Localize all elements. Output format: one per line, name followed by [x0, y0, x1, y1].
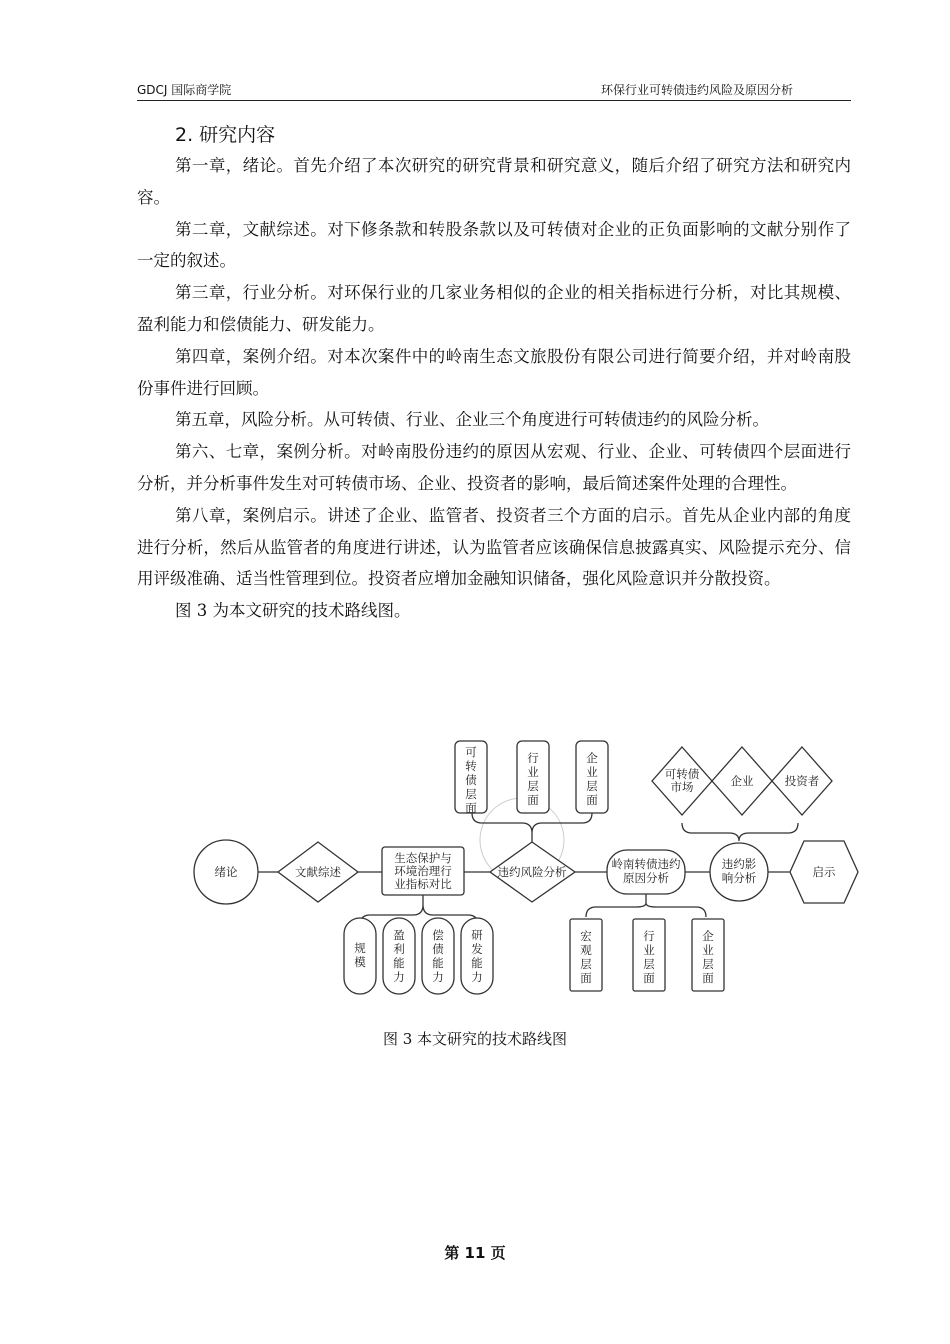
- risk-level-enterprise-char-4: 面: [586, 793, 598, 807]
- impact-targets-brace: [682, 823, 798, 841]
- node-cause-line2: 原因分析: [623, 871, 669, 885]
- risk-levels-brace: [472, 813, 592, 842]
- cause-level-macro-char-1: 宏: [580, 929, 592, 943]
- body-text: [137, 150, 851, 627]
- node-intro-label: 绪论: [214, 865, 238, 879]
- impact-market-line1: 可转债: [664, 767, 700, 781]
- paragraph-chapter-4: 第四章，案例介绍。对本次案件中的岭南生态文旅股份有限公司进行简要介绍，并对岭南股份事件进行回顾。: [137, 346, 851, 398]
- risk-level-enterprise-char-2: 业: [586, 765, 598, 779]
- header-institution: GDCJ 国际商学院: [137, 83, 232, 97]
- section-title: 2. 研究内容: [175, 124, 276, 146]
- metric-profitability-char-3: 能: [393, 956, 405, 970]
- metric-scale-char-1: 规: [354, 941, 366, 955]
- figure-caption: 图 3 本文研究的技术路线图: [382, 1030, 568, 1048]
- metric-scale-char-2: 模: [354, 955, 366, 969]
- node-comparison-line1: 生态保护与: [394, 851, 452, 865]
- metric-solvency-char-3: 能: [432, 956, 444, 970]
- metrics-brace: [360, 895, 478, 925]
- node-comparison-line3: 业指标对比: [394, 877, 452, 891]
- metric-rnd-char-4: 力: [471, 970, 483, 984]
- metric-rnd-char-3: 能: [471, 956, 483, 970]
- paragraph-chapter-8: 第八章，案例启示。讲述了企业、监管者、投资者三个方面的启示。首先从企业内部的角度进行分析，然后从监管者的角度进行讲述，认为监管者应该确保信息披露真实、风险提示充分、信用评级准确、适当性管理到位。投资者应增加金融知识储备，强化风险意识并分散投资。: [137, 505, 851, 589]
- cause-level-industry-char-2: 业: [643, 943, 655, 957]
- risk-level-convertible-char-5: 面: [465, 801, 477, 815]
- metric-rnd-char-1: 研: [471, 928, 483, 942]
- paragraph-figure-intro: 图 3 为本文研究的技术路线图。: [175, 601, 411, 621]
- metric-profitability-char-4: 力: [393, 970, 405, 984]
- metric-profitability-char-2: 利: [393, 942, 405, 956]
- metric-solvency-char-1: 偿: [432, 928, 444, 942]
- node-comparison-line2: 环境治理行: [394, 864, 452, 878]
- metric-solvency-char-2: 债: [432, 942, 444, 956]
- paragraph-chapter-2: 第二章，文献综述。对下修条款和转股条款以及可转债对企业的正负面影响的文献分别作了一定的叙述。: [137, 219, 851, 271]
- cause-level-enterprise-char-1: 企: [702, 929, 714, 943]
- risk-level-industry-char-3: 层: [527, 779, 539, 793]
- cause-level-enterprise-char-4: 面: [702, 971, 714, 985]
- risk-level-convertible-char-4: 层: [465, 787, 477, 801]
- risk-level-industry-char-4: 面: [527, 793, 539, 807]
- cause-level-enterprise-char-3: 层: [702, 957, 714, 971]
- paragraph-chapter-1: 第一章，绪论。首先介绍了本次研究的研究背景和研究意义，随后介绍了研究方法和研究内容。: [137, 156, 851, 207]
- risk-level-enterprise-char-1: 企: [586, 751, 598, 765]
- risk-level-industry-char-2: 业: [527, 765, 539, 779]
- risk-level-convertible-char-3: 债: [465, 773, 477, 787]
- cause-levels-brace: [586, 894, 706, 917]
- cause-level-industry-char-1: 行: [643, 929, 655, 943]
- risk-level-convertible-char-1: 可: [465, 745, 477, 759]
- node-impact-line2: 响分析: [721, 871, 757, 885]
- paragraph-chapter-6-7: 第六、七章，案例分析。对岭南股份违约的原因从宏观、行业、企业、可转债四个层面进行分析，并分析事件发生对可转债市场、企业、投资者的影响，最后简述案件处理的合理性。: [137, 442, 851, 493]
- cause-level-industry-char-3: 层: [643, 957, 655, 971]
- metric-rnd-char-2: 发: [471, 942, 483, 956]
- node-insight-label: 启示: [812, 865, 836, 879]
- metric-profitability-char-1: 盈: [393, 928, 405, 942]
- node-risk-label: 违约风险分析: [497, 865, 567, 879]
- impact-market-line2: 市场: [670, 780, 694, 794]
- risk-level-convertible-char-2: 转: [465, 759, 477, 773]
- header-paper-title: 环保行业可转债违约风险及原因分析: [600, 83, 793, 97]
- page-header: [137, 78, 851, 101]
- cause-level-macro-char-4: 面: [580, 971, 592, 985]
- impact-investor-label: 投资者: [784, 774, 820, 788]
- paragraph-chapter-3: 第三章，行业分析。对环保行业的几家业务相似的企业的相关指标进行分析，对比其规模、盈利能力和偿债能力、研发能力。: [137, 283, 851, 334]
- cause-level-macro-char-2: 观: [580, 943, 592, 957]
- cause-level-industry-char-4: 面: [643, 971, 655, 985]
- risk-level-industry-char-1: 行: [527, 751, 539, 765]
- cause-level-macro-char-3: 层: [580, 957, 592, 971]
- technical-roadmap-diagram: [190, 735, 862, 1000]
- page-number: 第 11 页: [444, 1244, 506, 1262]
- metric-solvency-char-4: 力: [432, 970, 444, 984]
- risk-level-enterprise-char-3: 层: [586, 779, 598, 793]
- node-cause-line1: 岭南转债违约: [611, 857, 681, 871]
- impact-enterprise-label: 企业: [730, 774, 754, 788]
- cause-level-enterprise-char-2: 业: [702, 943, 714, 957]
- node-impact-line1: 违约影: [721, 857, 757, 871]
- paragraph-chapter-5: 第五章，风险分析。从可转债、行业、企业三个角度进行可转债违约的风险分析。: [175, 410, 769, 430]
- node-literature-label: 文献综述: [295, 865, 341, 879]
